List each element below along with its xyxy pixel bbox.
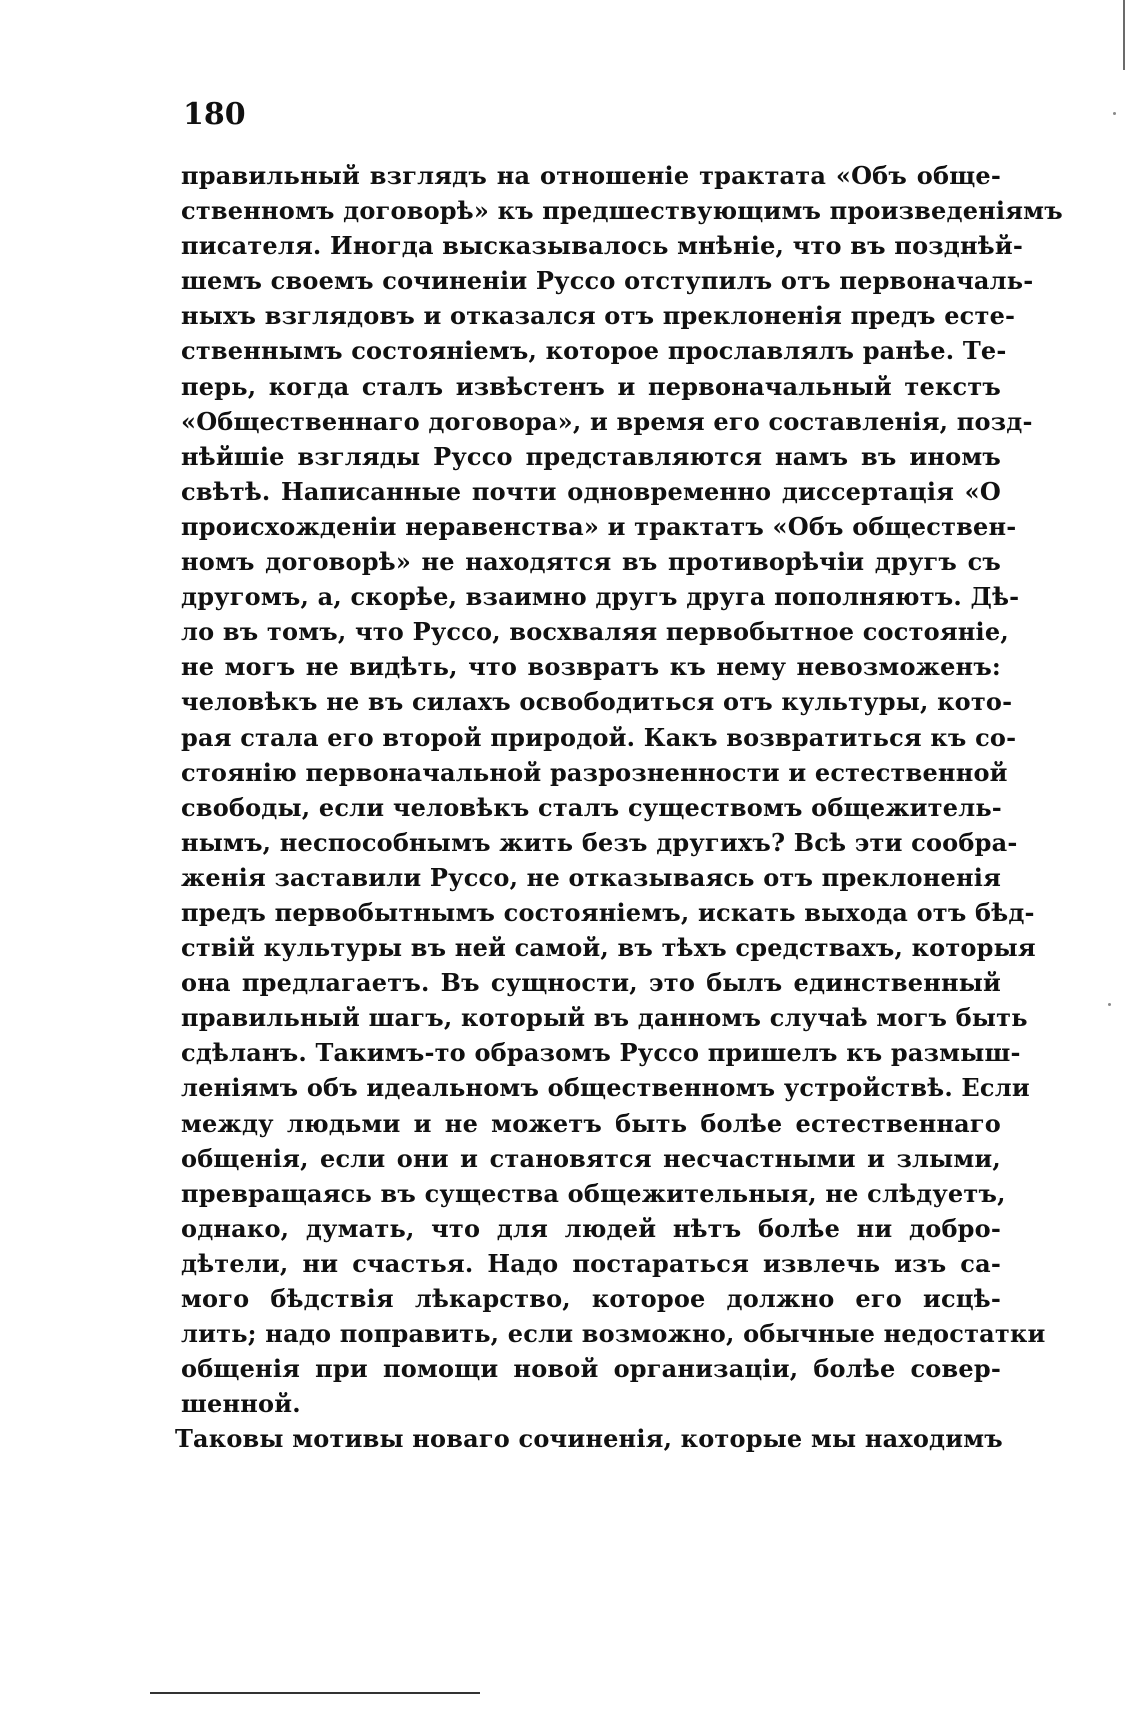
text-line: правильный взглядъ на отношеніе трактата «Объ обще- <box>181 161 1001 190</box>
text-line: мого бѣдствія лѣкарство, которое должно его исцѣ- <box>181 1284 1001 1313</box>
text-line: однако, думать, что для людей нѣтъ болѣе ни добро- <box>181 1213 1001 1243</box>
text-line: рая стала его второй природой. Какъ возвратиться къ со- <box>181 722 1017 752</box>
text-line: происхожденіи неравенства» и трактатъ «Объ обществен- <box>181 511 1017 541</box>
text-line: не могъ не видѣть, что возвратъ къ нему невозможенъ: <box>181 652 1001 682</box>
text-line: общенія при помощи новой организаціи, болѣе совер- <box>181 1354 1001 1384</box>
text-line: правильный шагъ, который въ данномъ случаѣ могъ быть <box>181 1003 1028 1033</box>
text-line: между людьми и не можетъ быть болѣе естественнаго <box>181 1108 1001 1138</box>
text-line: писателя. Иногда высказывалось мнѣніе, что въ позднѣй- <box>181 231 1023 261</box>
text-line: она предлагаетъ. Въ сущности, это былъ единственный <box>181 968 1001 998</box>
text-line: шемъ своемъ сочиненіи Руссо отступилъ отъ первоначаль- <box>181 266 1034 296</box>
text-line: женія заставили Руссо, не отказываясь отъ преклоненія <box>181 862 1002 892</box>
text-line: ствій культуры въ ней самой, въ тѣхъ средствахъ, которыя <box>181 933 1036 963</box>
text-line: ныхъ взглядовъ и отказался отъ преклоненія предъ есте- <box>181 301 1016 331</box>
text-line: дѣтели, ни счастья. Надо постараться извлечь изъ са- <box>181 1248 1001 1278</box>
text-line: свободы, если человѣкъ сталъ существомъ общежитель- <box>181 792 1002 822</box>
text-line: ло въ томъ, что Руссо, восхваляя первобытное состояніе, <box>181 617 1009 647</box>
footer-rule <box>150 1692 480 1694</box>
text-line: сдѣланъ. Такимъ-то образомъ Руссо пришелъ къ размыш- <box>181 1038 1021 1068</box>
body-text <box>175 158 1063 1456</box>
text-line: лить; надо поправить, если возможно, обычные недостатки <box>181 1319 1046 1349</box>
paragraph-first-line: Таковы мотивы новаго сочиненія, которые мы находимъ <box>175 1424 1003 1454</box>
text-line: стоянію первоначальной разрозненности и естественной <box>181 757 1008 787</box>
text-line: нѣйшіе взгляды Руссо представляются намъ въ иномъ <box>181 441 1001 471</box>
text-line: превращаясь въ существа общежительныя, не слѣдуетъ, <box>181 1178 1006 1208</box>
text-line: нымъ, неспособнымъ жить безъ другихъ? Всѣ эти сообра- <box>181 827 1018 857</box>
text-line: перь, когда сталъ извѣстенъ и первоначальный текстъ <box>181 371 1001 401</box>
scan-speck <box>1113 112 1116 115</box>
text-line: свѣтѣ. Написанные почти одновременно диссертація «О <box>181 476 1001 506</box>
text-line: другомъ, а, скорѣе, взаимно другъ друга пополняютъ. Дѣ- <box>181 582 1020 612</box>
text-line: ственнымъ состояніемъ, которое прославлялъ ранѣе. Те- <box>181 336 1007 366</box>
text-line: ственномъ договорѣ» къ предшествующимъ произведеніямъ <box>181 196 1063 226</box>
text-line: шенной. <box>181 1389 301 1419</box>
page-number: 180 <box>183 97 246 132</box>
scan-speck <box>1108 1003 1111 1006</box>
text-line: «Общественнаго договора», и время его составленія, позд- <box>181 406 1033 436</box>
scan-edge-mark <box>1123 0 1125 70</box>
text-line: номъ договорѣ» не находятся въ противорѣчіи другъ съ <box>181 547 1001 577</box>
text-line: предъ первобытнымъ состояніемъ, искать выхода отъ бѣд- <box>181 897 1035 927</box>
text-line: леніямъ объ идеальномъ общественномъ устройствѣ. Если <box>181 1073 1030 1103</box>
text-line: человѣкъ не въ силахъ освободиться отъ культуры, кото- <box>181 687 1013 717</box>
text-line: общенія, если они и становятся несчастными и злыми, <box>181 1143 1001 1173</box>
